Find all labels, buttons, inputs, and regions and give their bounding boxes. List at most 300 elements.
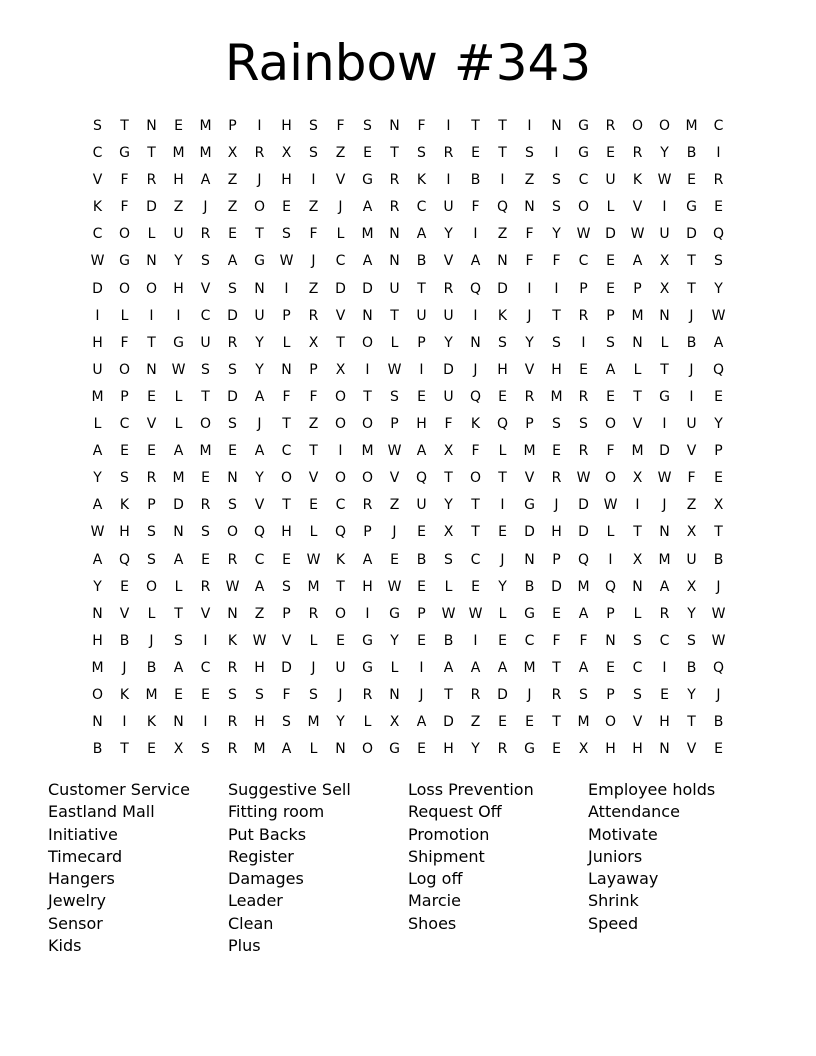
grid-letter: E [120,443,129,460]
grid-letter: C [335,497,346,514]
grid-letter: H [659,714,670,731]
grid-letter: E [471,578,480,595]
grid-letter: J [122,659,127,676]
word-list-item: Shipment [408,846,485,866]
grid-letter: R [443,280,454,297]
word-list-item: Employee holds [588,780,716,799]
grid-letter: K [92,199,103,216]
grid-letter: A [416,714,427,731]
grid-letter: R [470,686,481,703]
grid-letter: R [551,686,562,703]
grid-letter: N [470,334,481,351]
grid-letter: F [282,388,291,405]
grid-letter: B [416,253,427,270]
grid-letter: O [631,118,644,134]
grid-letter: L [93,416,102,433]
grid-letter: E [606,659,615,676]
grid-letter: N [389,253,400,270]
word-list-item: Hangers [48,869,115,889]
word-list-item: Timecard [48,846,123,866]
grid-letter: I [203,632,208,649]
grid-letter: O [361,741,374,758]
grid-letter: E [201,551,210,568]
grid-letter: S [579,416,588,433]
grid-letter: W [657,172,672,189]
word-list-item: Loss Prevention [408,780,534,799]
grid-letter: V [524,470,535,487]
grid-letter: N [362,307,373,324]
grid-letter: C [92,226,103,243]
grid-letter: Z [470,714,481,731]
grid-letter: C [119,416,130,433]
grid-letter: G [659,388,670,405]
grid-letter: A [227,253,238,270]
grid-letter: V [308,470,319,487]
grid-letter: D [551,578,562,595]
grid-letter: W [90,524,105,541]
grid-letter: O [145,280,158,297]
grid-letter: N [146,361,157,378]
grid-letter: L [336,226,345,243]
grid-letter: Q [469,388,482,405]
grid-letter: S [228,497,237,514]
word-list-item: Eastland Mall [48,802,155,822]
grid-letter: E [579,361,588,378]
grid-letter: R [308,605,319,622]
grid-letter: B [146,659,157,676]
grid-letter: T [390,145,399,162]
grid-letter: L [498,605,507,622]
grid-letter: X [173,741,184,758]
grid-letter: E [228,443,237,460]
grid-letter: F [120,199,129,216]
grid-letter: W [711,632,726,649]
grid-letter: S [579,686,588,703]
grid-letter: X [443,443,454,460]
grid-row [84,384,732,411]
grid-letter: S [633,686,642,703]
grid-letter: W [576,470,591,487]
grid-letter: P [633,280,642,297]
grid-letter: I [500,497,505,514]
grid-letter: O [199,416,212,433]
grid-letter: I [500,172,505,189]
grid-letter: L [147,226,156,243]
grid-letter: K [632,172,643,189]
word-list-column [408,779,588,957]
grid-letter: N [389,686,400,703]
grid-letter: Y [660,145,669,162]
grid-letter: S [147,524,156,541]
grid-letter: H [281,118,292,134]
grid-letter: W [90,253,105,270]
grid-letter: J [473,361,478,378]
grid-letter: L [498,443,507,460]
grid-letter: H [173,280,184,297]
grid-letter: A [200,172,211,189]
grid-letter: D [605,226,616,243]
grid-letter: C [416,199,427,216]
word-list-item: Shrink [588,891,639,911]
grid-row [84,492,732,519]
grid-letter: R [362,686,373,703]
grid-letter: M [631,307,644,324]
grid-letter: V [443,253,454,270]
grid-letter: E [606,253,615,270]
grid-letter: E [309,497,318,514]
grid-letter: I [365,361,370,378]
grid-letter: E [552,741,561,758]
grid-letter: R [713,172,724,189]
grid-letter: E [201,470,210,487]
grid-letter: X [659,253,670,270]
grid-letter: U [416,497,427,514]
grid-letter: B [686,145,697,162]
grid-row [84,655,732,682]
grid-letter: S [606,334,615,351]
grid-letter: C [254,551,265,568]
grid-letter: T [633,388,642,405]
grid-letter: E [471,145,480,162]
grid-letter: Z [308,199,319,216]
grid-letter: T [147,334,156,351]
grid-letter: R [308,307,319,324]
grid-letter: O [118,280,131,297]
grid-letter: D [173,497,184,514]
grid-letter: H [254,714,265,731]
grid-letter: T [552,714,561,731]
grid-letter: D [659,443,670,460]
grid-letter: V [335,307,346,324]
grid-letter: Y [336,714,345,731]
grid-letter: R [389,199,400,216]
grid-row [84,547,732,574]
grid-letter: A [362,199,373,216]
grid-letter: V [686,443,697,460]
grid-letter: Y [552,226,561,243]
grid-letter: R [659,605,670,622]
grid-letter: I [689,388,694,405]
grid-letter: S [417,145,426,162]
grid-letter: U [686,551,697,568]
grid-letter: T [120,118,129,134]
grid-letter: X [713,497,724,514]
grid-letter: E [417,524,426,541]
grid-letter: O [361,470,374,487]
grid-letter: E [714,199,723,216]
grid-letter: C [578,253,589,270]
grid-letter: E [552,605,561,622]
word-list-item: Initiative [48,824,118,844]
grid-letter: U [254,307,265,324]
word-list-item: Shoes [408,913,457,933]
grid-letter: V [632,199,643,216]
grid-letter: P [147,497,156,514]
grid-letter: O [91,686,104,703]
grid-letter: S [552,172,561,189]
grid-letter: A [173,551,184,568]
grid-letter: P [282,605,291,622]
word-list-item: Promotion [408,824,490,844]
grid-letter: E [228,226,237,243]
grid-letter: M [685,118,698,134]
grid-letter: E [336,632,345,649]
grid-letter: I [473,307,478,324]
grid-letter: E [417,741,426,758]
grid-letter: E [282,551,291,568]
grid-letter: H [605,741,616,758]
grid-letter: V [524,361,535,378]
word-list-item: Leader [228,891,283,911]
grid-letter: J [419,686,424,703]
grid-letter: Y [525,334,534,351]
grid-letter: C [632,659,643,676]
grid-letter: S [633,632,642,649]
grid-letter: K [335,551,346,568]
grid-letter: E [174,118,183,134]
grid-letter: L [309,632,318,649]
grid-letter: O [280,470,293,487]
grid-letter: C [470,551,481,568]
grid-letter: Y [687,686,696,703]
grid-letter: T [120,741,129,758]
grid-letter: G [362,632,373,649]
grid-letter: U [92,361,103,378]
grid-row [84,709,732,736]
grid-letter: I [311,172,316,189]
grid-letter: N [389,118,400,134]
grid-letter: O [253,199,266,216]
grid-letter: A [92,443,103,460]
grid-letter: J [716,578,721,595]
grid-letter: M [199,118,212,134]
grid-letter: A [713,334,724,351]
grid-letter: A [497,659,508,676]
grid-letter: M [550,388,563,405]
grid-letter: K [146,714,157,731]
grid-letter: N [227,470,238,487]
grid-letter: Z [686,497,697,514]
grid-letter: P [282,307,291,324]
grid-letter: B [470,172,481,189]
grid-letter: H [92,632,103,649]
grid-letter: W [387,361,402,378]
grid-letter: J [338,199,343,216]
grid-letter: W [225,578,240,595]
grid-letter: A [254,578,265,595]
grid-letter: O [226,524,239,541]
grid-letter: B [443,632,454,649]
grid-letter: A [632,253,643,270]
grid-letter: F [471,443,480,460]
word-list-item: Suggestive Sell [228,780,351,799]
grid-letter: L [633,605,642,622]
grid-letter: F [417,118,426,134]
grid-row [84,438,732,465]
grid-letter: I [149,307,154,324]
grid-letter: T [498,118,507,134]
grid-letter: F [552,632,561,649]
grid-letter: O [118,361,131,378]
grid-letter: M [307,578,320,595]
grid-letter: H [254,659,265,676]
grid-letter: S [498,334,507,351]
grid-letter: E [660,686,669,703]
grid-letter: J [554,497,559,514]
grid-row [84,411,732,438]
grid-letter: A [254,443,265,460]
grid-letter: E [525,714,534,731]
grid-letter: H [92,334,103,351]
grid-letter: I [203,714,208,731]
grid-letter: M [199,443,212,460]
grid-letter: Z [173,199,184,216]
grid-letter: Z [254,605,265,622]
grid-letter: N [92,605,103,622]
grid-letter: A [470,659,481,676]
grid-letter: T [471,524,480,541]
grid-letter: U [443,388,454,405]
word-list-item: Attendance [588,802,680,822]
grid-letter: I [581,334,586,351]
grid-letter: V [200,280,211,297]
grid-letter: J [257,172,262,189]
grid-letter: N [92,714,103,731]
grid-letter: S [552,199,561,216]
grid-letter: N [173,714,184,731]
grid-letter: T [255,226,264,243]
grid-row [84,276,732,303]
grid-row [84,303,732,330]
grid-letter: K [119,497,130,514]
grid-letter: Y [174,253,183,270]
grid-letter: A [605,361,616,378]
grid-letter: O [361,416,374,433]
grid-letter: S [282,714,291,731]
grid-letter: L [390,334,399,351]
grid-letter: N [254,280,265,297]
grid-letter: R [254,145,265,162]
grid-letter: L [606,199,615,216]
grid-row [84,628,732,655]
grid-letter: H [119,524,130,541]
grid-letter: Q [496,199,509,216]
grid-letter: I [257,118,262,134]
grid-letter: I [419,361,424,378]
grid-letter: G [173,334,184,351]
grid-letter: F [687,470,696,487]
grid-letter: T [687,714,696,731]
grid-letter: T [552,659,561,676]
grid-letter: H [443,741,454,758]
grid-letter: N [524,199,535,216]
grid-letter: T [309,443,318,460]
grid-letter: Y [714,280,723,297]
grid-letter: C [578,172,589,189]
grid-letter: D [443,361,454,378]
grid-letter: Z [308,280,319,297]
grid-letter: R [551,470,562,487]
grid-letter: I [176,307,181,324]
grid-letter: O [361,334,374,351]
grid-letter: U [335,659,346,676]
grid-letter: N [281,361,292,378]
grid-letter: S [120,470,129,487]
grid-letter: F [525,253,534,270]
grid-letter: V [335,172,346,189]
grid-letter: P [309,361,318,378]
grid-letter: O [334,605,347,622]
grid-letter: I [122,714,127,731]
grid-letter: O [118,226,131,243]
grid-letter: P [228,118,237,134]
grid-letter: L [282,334,291,351]
grid-row [84,519,732,546]
word-list-item: Sensor [48,913,103,933]
grid-letter: D [146,199,157,216]
grid-letter: M [253,741,266,758]
grid-letter: H [281,172,292,189]
grid-letter: Z [227,199,238,216]
grid-letter: W [306,551,321,568]
grid-letter: Y [444,497,453,514]
grid-letter: O [334,388,347,405]
grid-letter: V [200,605,211,622]
grid-letter: N [335,741,346,758]
grid-letter: S [714,253,723,270]
grid-row [84,330,732,357]
grid-letter: F [120,172,129,189]
grid-letter: A [659,578,670,595]
grid-letter: D [524,524,535,541]
grid-letter: I [95,307,100,324]
grid-letter: S [552,334,561,351]
grid-letter: D [227,388,238,405]
grid-row [84,682,732,709]
grid-letter: R [146,470,157,487]
grid-letter: M [172,145,185,162]
grid-letter: P [552,551,561,568]
grid-letter: E [120,578,129,595]
grid-letter: S [363,118,372,134]
grid-letter: P [606,605,615,622]
grid-letter: G [389,605,400,622]
grid-letter: S [147,551,156,568]
grid-letter: W [441,605,456,622]
grid-letter: F [579,632,588,649]
grid-letter: P [417,605,426,622]
grid-letter: E [417,578,426,595]
grid-letter: S [228,280,237,297]
grid-letter: G [362,659,373,676]
grid-letter: F [336,118,345,134]
grid-letter: R [578,388,589,405]
grid-letter: B [92,741,103,758]
grid-letter: Q [577,551,590,568]
grid-letter: X [443,524,454,541]
grid-letter: V [389,470,400,487]
grid-letter: N [497,253,508,270]
grid-letter: P [714,443,723,460]
grid-letter: L [660,334,669,351]
grid-letter: B [686,659,697,676]
grid-letter: R [227,741,238,758]
word-list-item: Clean [228,913,274,933]
grid-letter: V [254,497,265,514]
grid-letter: O [604,714,617,731]
grid-letter: A [92,497,103,514]
grid-letter: S [687,632,696,649]
